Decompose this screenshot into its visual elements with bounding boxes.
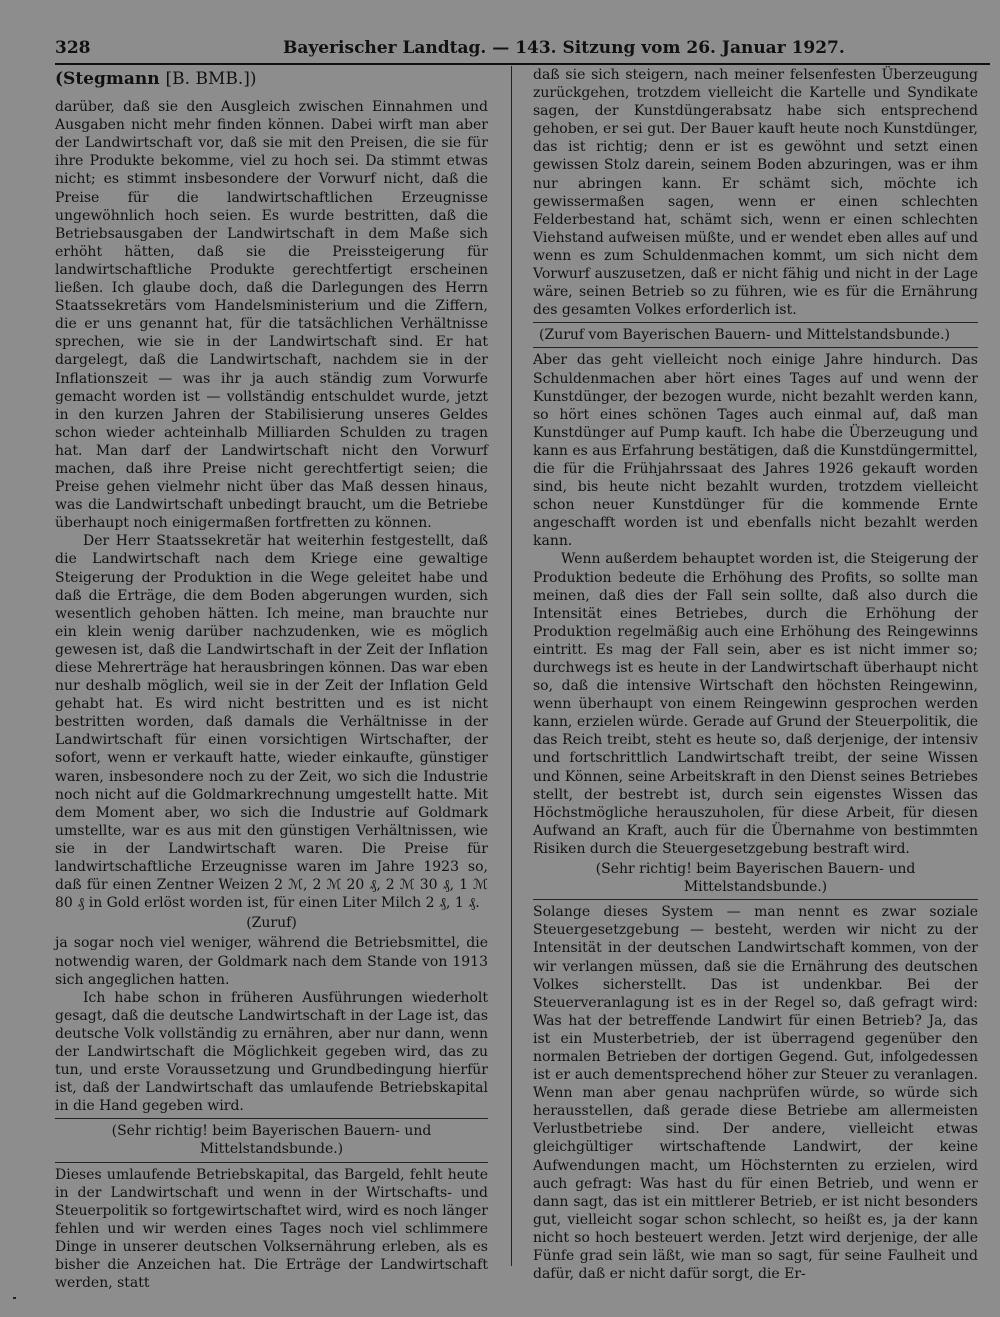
speaker-name: (Stegmann bbox=[55, 69, 160, 89]
speaker-heading bbox=[55, 70, 488, 88]
column-divider bbox=[511, 66, 512, 1266]
paragraph: Solange dieses System — man nennt es zwar soziale Steuergesetzgebung — besteht, werden wir nicht zu der Intensität in der deutschen Landwirtschaft kommen, von der wir verlangen müssen, daß sie die Ernährung des deutschen Volkes sicherstellt. Das ist undenkbar. Bei der Steuerveranlagung ist es in der Regel so, daß gefragt wird: Was hat der betreffende Landwirt für einen Betrieb? Ja, das ist ein Musterbetrieb, der ist überragend gegenüber den normalen Betrieben der dortigen Gegend. Gut, infolgedessen ist er auch dementsprechend höher zur Steuer zu veranlagen. Wenn man aber genau nachprüfen würde, so würde sich herausstellen, daß gerade diese Betriebe am allermeisten Verlustbetriebe sind. Der andere, vielleicht etwas gleichgültiger wirtschaftende Landwirt, der keine Aufwendungen macht, um Höchsternten zu erzielen, wird auch gefragt: Was hast du für einen Betrieb, und wenn er dann sagt, das ist ein mittlerer Betrieb, er ist nicht besonders gut, vielleicht sogar schon schlecht, so heißt es, ja der kann nicht so hoch besteuert werden. Jetzt wird derjenige, der alle Fünfe grad sein läßt, wie man so sagt, für seine Faulheit und dafür, daß er nicht dafür sorgt, die Er- bbox=[533, 904, 978, 1283]
interjection: (Sehr richtig! beim Bayerischen Bauern- und Mittelstandsbunde.) bbox=[111, 1123, 432, 1158]
left-column bbox=[55, 66, 488, 1292]
paragraph: Ich habe schon in früheren Ausführungen wiederholt gesagt, daß die deutsche Landwirtschaft in der Lage ist, das deutsche Volk vollständig zu ernähren, aber nur dann, wenn der Landwirtschaft die Möglichkeit gegeben wird, das zu tun, und erste Voraussetzung und Grundbedingung hierfür ist, daß der Landwirtschaft das umlaufende Betriebskapital in die Hand gegeben wird. bbox=[55, 989, 488, 1115]
paragraph: Aber das geht vielleicht noch einige Jahre hindurch. Das Schuldenmachen aber hört eines Tages auf und wenn der Kunstdünger, der bezogen wurde, nicht bezahlt werden kann, so hört eines schönen Tages auch einmal auf, daß man Kunstdünger auf Pump kauft. Ich habe die Überzeugung und kann es aus Erfahrung bestätigen, daß die Kunstdüngermittel, die für die Frühjahrssaat des Jahres 1926 gekauft worden sind, bis heute nicht bezahlt wurden, trotzdem vielleicht schon neuer Kunstdünger für die kommende Ernte angeschafft worden ist und ebenfalls nicht bezahlt werden kann. bbox=[533, 352, 978, 550]
running-head: Bayerischer Landtag. — 143. Sitzung vom 26. Januar 1927. bbox=[283, 38, 845, 58]
separator-rule bbox=[55, 1162, 488, 1163]
interjection: (Zuruf vom Bayerischen Bauern- und Mittelstandsbunde.) bbox=[539, 327, 950, 344]
paragraph: darüber, daß sie den Ausgleich zwischen Einnahmen und Ausgaben nicht mehr finden können. Dabei wirft man aber der Landwirtschaft vor, daß sie mit den Preisen, die sie für ihre Produkte bekomme, viel zu hoch sei. Da stimmt etwas nicht; es stimmt insbesondere der Vorwurf nicht, daß die Preise für die landwirtschaftlichen Erzeugnisse ungewöhnlich hoch seien. Es wurde bestritten, daß die Betriebsausgaben der Landwirtschaft in dem Maße sich erhöht hätten, daß sie die Preissteigerung für landwirtschaftliche Produkte gerechtfertigt erscheinen ließen. Ich glaube doch, daß die Darlegungen des Herrn Staatssekretärs vom Handelsministerium und die Ziffern, die er uns genannt hat, für die tatsächlichen Verhältnisse sprechen, wie sie in der Landwirtschaft sind. Er hat dargelegt, daß die Landwirtschaft, nachdem sie in der Inflationszeit — was ihr ja auch ständig zum Vorwurfe gemacht worden ist — vollständig entschuldet wurde, jetzt in den kurzen Jahren der Stabilisierung unseres Geldes schon wieder achteinhalb Milliarden Schulden zu tragen hat. Man darf der Landwirtschaft nicht den Vorwurf machen, daß ihre Preise nicht gerechtfertigt seien; die Preise gehen vielmehr nicht über das Maß dessen hinaus, was die Landwirtschaft unbedingt braucht, um die Betriebe überhaupt noch einigermaßen fortfretten zu können. bbox=[55, 99, 488, 532]
header-rule bbox=[55, 63, 990, 65]
separator-rule bbox=[533, 347, 978, 348]
paragraph: Der Herr Staatssekretär hat weiterhin festgestellt, daß die Landwirtschaft nach dem Kriege eine gewaltige Steigerung der Produktion in die Wege geleitet habe und daß die Erträge, die dem Boden abgerungen wurden, sich wesentlich gehoben hätten. Ich meine, man brauchte nur ein klein wenig darüber nachzudenken, wie es möglich gewesen ist, daß die Landwirtschaft in der Zeit der Inflation diese Mehrerträge hat herausbringen können. Das war eben nur deshalb möglich, weil sie in der Zeit der Inflation Geld gehabt hat. Es wird nicht bestritten und es ist nicht bestritten worden, daß damals die Verhältnisse in der Landwirtschaft für einen vorsichtigen Wirtschafter, der sofort, wenn er verkauft hatte, wieder einkaufte, günstiger waren, insbesondere noch zu der Zeit, wo sich die Industrie noch nicht auf die Goldmarkrechnung umgestellt hatte. Mit dem Moment aber, wo sich die Industrie auf Goldmark umstellte, war es aus mit den günstigen Verhältnissen, wie sie in der Landwirtschaft waren. Die Preise für landwirtschaftliche Erzeugnisse waren im Jahre 1923 so, daß für einen Zentner Weizen 2 ℳ, 2 ℳ 20 ₰, 2 ℳ 30 ₰, 1 ℳ 80 ₰ in Gold erlöst worden ist, für einen Liter Milch 2 ₰, 1 ₰. bbox=[55, 533, 488, 912]
interjection: (Zuruf) bbox=[246, 915, 297, 932]
page-header bbox=[55, 38, 845, 62]
separator-rule bbox=[55, 1118, 488, 1119]
scan-speck bbox=[13, 1297, 16, 1299]
interjection: (Sehr richtig! beim Bayerischen Bauern- und Mittelstandsbunde.) bbox=[595, 861, 916, 896]
paragraph: daß sie sich steigern, nach meiner felsenfesten Überzeugung zurückgehen, trotzdem vielleicht die Kartelle und Syndikate sagen, der Kunstdüngerabsatz habe sich entsprechend gehoben, er sei gut. Der Bauer kauft heute noch Kunstdünger, das ist richtig; denn er ist es gewöhnt und setzt einen gewissen Stolz darein, seinem Boden abzuringen, was er ihm nur abringen kann. Er schämt sich, möchte ich gewissermaßen sagen, wenn er einen schlechten Felderbestand hat, schämt sich, wenn er einen schlechten Viehstand aufweisen müßte, und er wendet eben alles auf und wenn es zum Schuldenmachen kommt, um sich nicht dem Vorwurf auszusetzen, daß er nicht fähig und nicht in der Lage wäre, seinen Betrieb so zu führen, wie es für die Ernährung des gesamten Volkes erforderlich ist. bbox=[533, 67, 978, 319]
page-number: 328 bbox=[55, 38, 91, 58]
separator-rule bbox=[533, 899, 978, 900]
paragraph: Dieses umlaufende Betriebskapital, das Bargeld, fehlt heute in der Landwirtschaft und wenn in der Wirtschafts- und Steuerpolitik so fortgewirtschaftet wird, wird es noch länger fehlen und wir werden eines Tages noch viel schlimmere Dinge in unserer deutschen Volksernährung erleben, als es bisher die Anzeichen hat. Die Erträge der Landwirtschaft werden, statt bbox=[55, 1166, 488, 1292]
speaker-party: [B. BMB.]) bbox=[165, 69, 257, 89]
paragraph: ja sogar noch viel weniger, während die Betriebsmittel, die notwendig waren, der Goldmark nach dem Stande von 1913 sich angeglichen hatten. bbox=[55, 935, 488, 988]
separator-rule bbox=[533, 322, 978, 323]
right-column bbox=[533, 66, 978, 1283]
paragraph: Wenn außerdem behauptet worden ist, die Steigerung der Produktion bedeute die Erhöhung des Profits, so sollte man meinen, daß dies der Fall sein sollte, daß also durch die Intensität eines Betriebes, durch die Erhöhung der Produktion regelmäßig auch eine Erhöhung des Reingewinns eintritt. Es mag der Fall sein, aber es ist nicht immer so; durchwegs ist es heute in der Landwirtschaft überhaupt nicht so, daß die intensive Wirtschaft den höchsten Reingewinn, wenn überhaupt von einem Reingewinn gesprochen werden kann, erzielen würde. Gerade auf Grund der Steuerpolitik, die das Reich treibt, steht es heute so, daß derjenige, der intensiv und fortschrittlich Landwirtschaft treibt, der seine Wissen und Können, seine Arbeitskraft in den Dienst seines Betriebes stellt, der bestrebt ist, durch sein eigenstes Wissen das Höchstmögliche herauszuholen, für diese Arbeit, für diesen Aufwand an Kraft, auch für die Übernahme von bestimmten Risiken durch die Steuergesetzgebung bestraft wird. bbox=[533, 551, 978, 857]
